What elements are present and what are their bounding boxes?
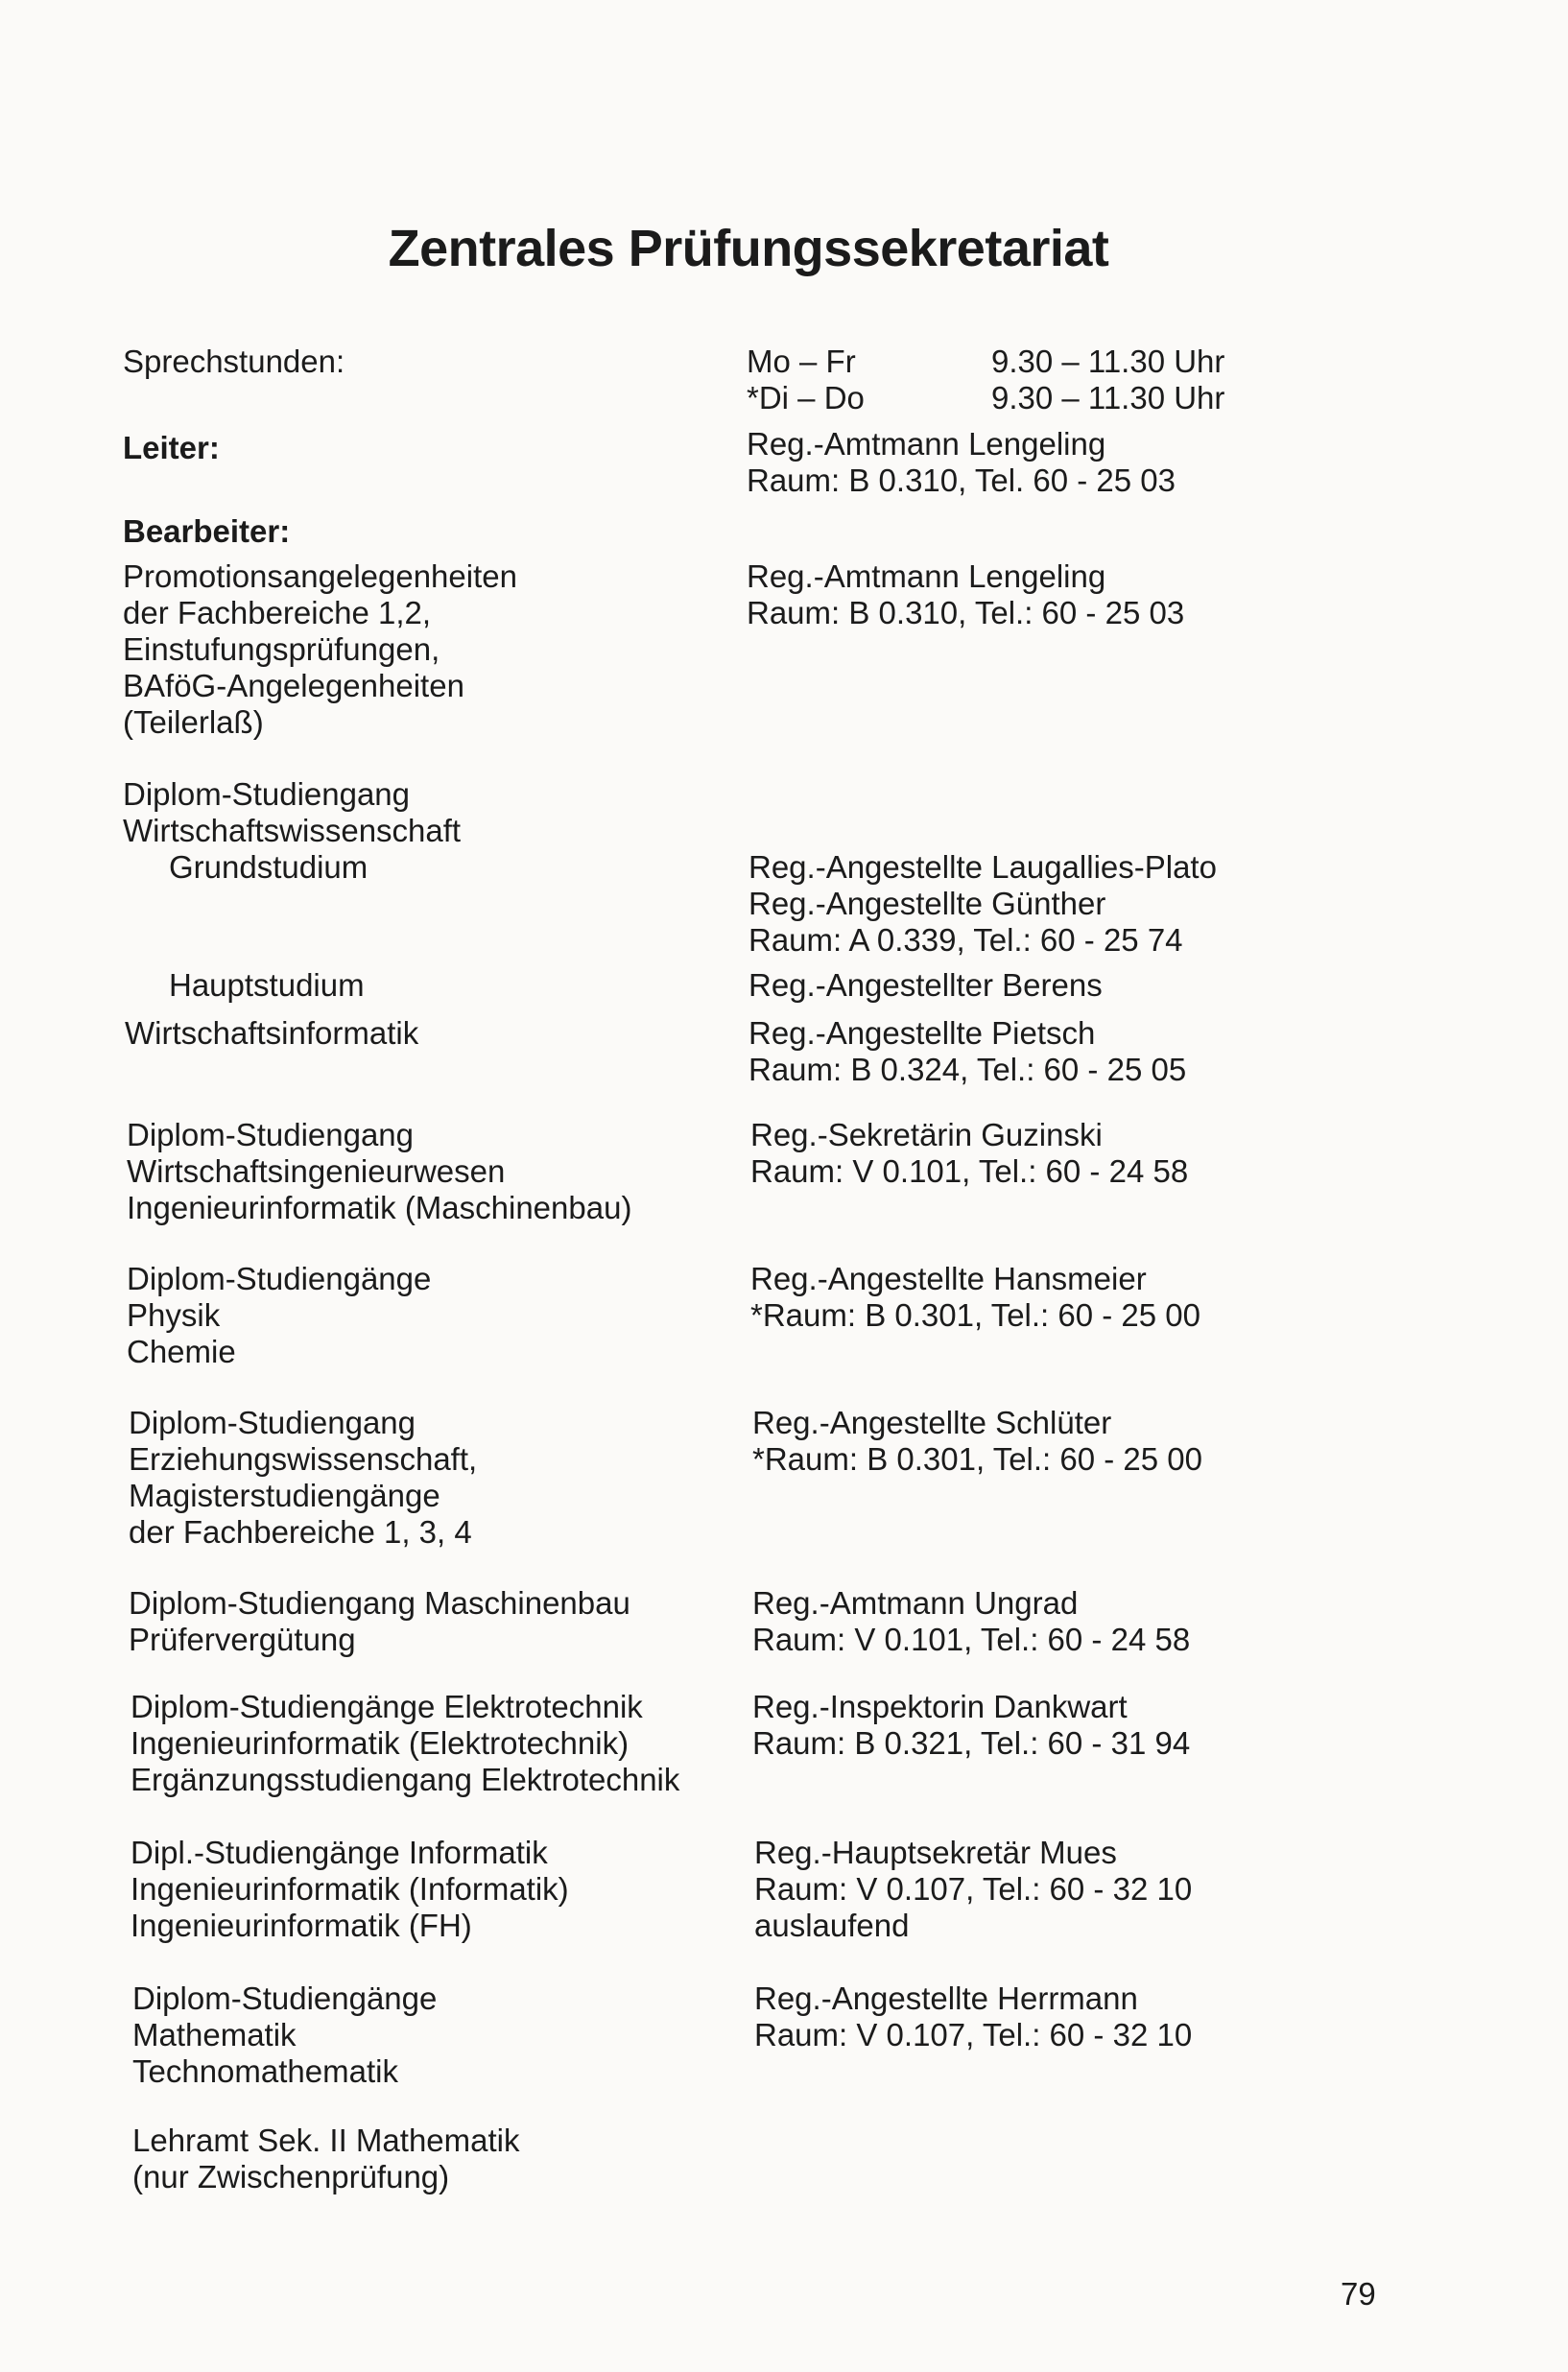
sprechstunden-time: 9.30 – 11.30 Uhr [991, 344, 1225, 379]
entry-subject: Diplom-Studiengänge [127, 1261, 432, 1296]
entry-subject: Erziehungswissenschaft, [129, 1441, 478, 1477]
entry-subject: (Teilerlaß) [123, 704, 264, 740]
entry-subject: Lehramt Sek. II Mathematik [132, 2123, 520, 2158]
entry-contact: Raum: V 0.107, Tel.: 60 - 32 10 [754, 1871, 1193, 1907]
sprechstunden-days: Mo – Fr [747, 344, 856, 379]
entry-subject: der Fachbereiche 1, 3, 4 [129, 1514, 472, 1550]
entry-subject: Diplom-Studiengang [129, 1405, 416, 1440]
entry-subject: Mathematik [132, 2017, 297, 2052]
entry-contact: Reg.-Angestellte Hansmeier [750, 1261, 1147, 1296]
leiter-line: Reg.-Amtmann Lengeling [747, 426, 1106, 462]
leiter-line: Raum: B 0.310, Tel. 60 - 25 03 [747, 463, 1176, 498]
entry-contact: *Raum: B 0.301, Tel.: 60 - 25 00 [750, 1297, 1201, 1333]
entry-subject: Technomathematik [132, 2053, 398, 2089]
entry-contact: Raum: A 0.339, Tel.: 60 - 25 74 [748, 922, 1183, 958]
entry-contact: Reg.-Angestellter Berens [748, 967, 1103, 1003]
entry-contact: *Raum: B 0.301, Tel.: 60 - 25 00 [752, 1441, 1203, 1477]
entry-subject: Ingenieurinformatik (FH) [131, 1908, 472, 1943]
leiter-label: Leiter: [123, 430, 220, 465]
sprechstunden-row [747, 344, 1224, 380]
sprechstunden-time: 9.30 – 11.30 Uhr [991, 380, 1225, 415]
entry-subject: Diplom-Studiengang [127, 1117, 415, 1152]
bearbeiter-label: Bearbeiter: [123, 513, 291, 549]
entry-subject: Wirtschaftsinformatik [125, 1015, 419, 1051]
entry-subject: Dipl.-Studiengänge Informatik [131, 1835, 548, 1870]
entry-contact: Raum: V 0.101, Tel.: 60 - 24 58 [752, 1622, 1191, 1657]
entry-contact: Reg.-Amtmann Lengeling [747, 558, 1106, 594]
entry-contact: Raum: V 0.101, Tel.: 60 - 24 58 [750, 1153, 1189, 1189]
entry-contact: Reg.-Inspektorin Dankwart [752, 1689, 1128, 1724]
entry-subject: Grundstudium [169, 849, 368, 885]
entry-subject: Physik [127, 1297, 221, 1333]
page-title: Zentrales Prüfungssekretariat [388, 220, 1109, 277]
entry-contact: auslaufend [754, 1908, 910, 1943]
entry-subject: Promotionsangelegenheiten [123, 558, 517, 594]
entry-subject: Hauptstudium [169, 967, 365, 1003]
entry-subject: Diplom-Studiengang [123, 776, 411, 812]
entry-subject: Prüfervergütung [129, 1622, 356, 1657]
sprechstunden-days: *Di – Do [747, 380, 865, 415]
entry-contact: Reg.-Angestellte Schlüter [752, 1405, 1112, 1440]
entry-contact: Reg.-Angestellte Laugallies-Plato [748, 849, 1217, 885]
entry-contact: Raum: B 0.310, Tel.: 60 - 25 03 [747, 595, 1185, 630]
entry-subject: Diplom-Studiengang Maschinenbau [129, 1585, 630, 1621]
entry-contact: Reg.-Angestellte Günther [748, 886, 1106, 921]
entry-subject: Wirtschaftsingenieurwesen [127, 1153, 506, 1189]
entry-subject: der Fachbereiche 1,2, [123, 595, 432, 630]
entry-subject: Einstufungsprüfungen, [123, 631, 440, 667]
entry-contact: Raum: B 0.321, Tel.: 60 - 31 94 [752, 1725, 1191, 1761]
entry-contact: Reg.-Hauptsekretär Mues [754, 1835, 1117, 1870]
entry-contact: Reg.-Amtmann Ungrad [752, 1585, 1079, 1621]
entry-subject: Magisterstudiengänge [129, 1478, 440, 1513]
entry-subject: Chemie [127, 1334, 236, 1369]
sprechstunden-label: Sprechstunden: [123, 344, 345, 379]
entry-contact: Reg.-Sekretärin Guzinski [750, 1117, 1103, 1152]
entry-contact: Raum: V 0.107, Tel.: 60 - 32 10 [754, 2017, 1193, 2052]
entry-subject: BAföG-Angelegenheiten [123, 668, 464, 703]
sprechstunden-row [747, 380, 1224, 416]
entry-subject: Ingenieurinformatik (Elektrotechnik) [131, 1725, 630, 1761]
entry-subject: Ingenieurinformatik (Informatik) [131, 1871, 569, 1907]
entry-subject: (nur Zwischenprüfung) [132, 2159, 450, 2194]
entry-subject: Ergänzungsstudiengang Elektrotechnik [131, 1762, 680, 1797]
entry-subject: Wirtschaftswissenschaft [123, 813, 462, 848]
entry-contact: Reg.-Angestellte Herrmann [754, 1981, 1138, 2016]
entry-contact: Raum: B 0.324, Tel.: 60 - 25 05 [748, 1052, 1187, 1087]
page-number: 79 [1341, 2276, 1376, 2312]
entry-subject: Diplom-Studiengänge [132, 1981, 438, 2016]
entry-subject: Diplom-Studiengänge Elektrotechnik [131, 1689, 643, 1724]
entry-subject: Ingenieurinformatik (Maschinenbau) [127, 1190, 632, 1225]
entry-contact: Reg.-Angestellte Pietsch [748, 1015, 1096, 1051]
